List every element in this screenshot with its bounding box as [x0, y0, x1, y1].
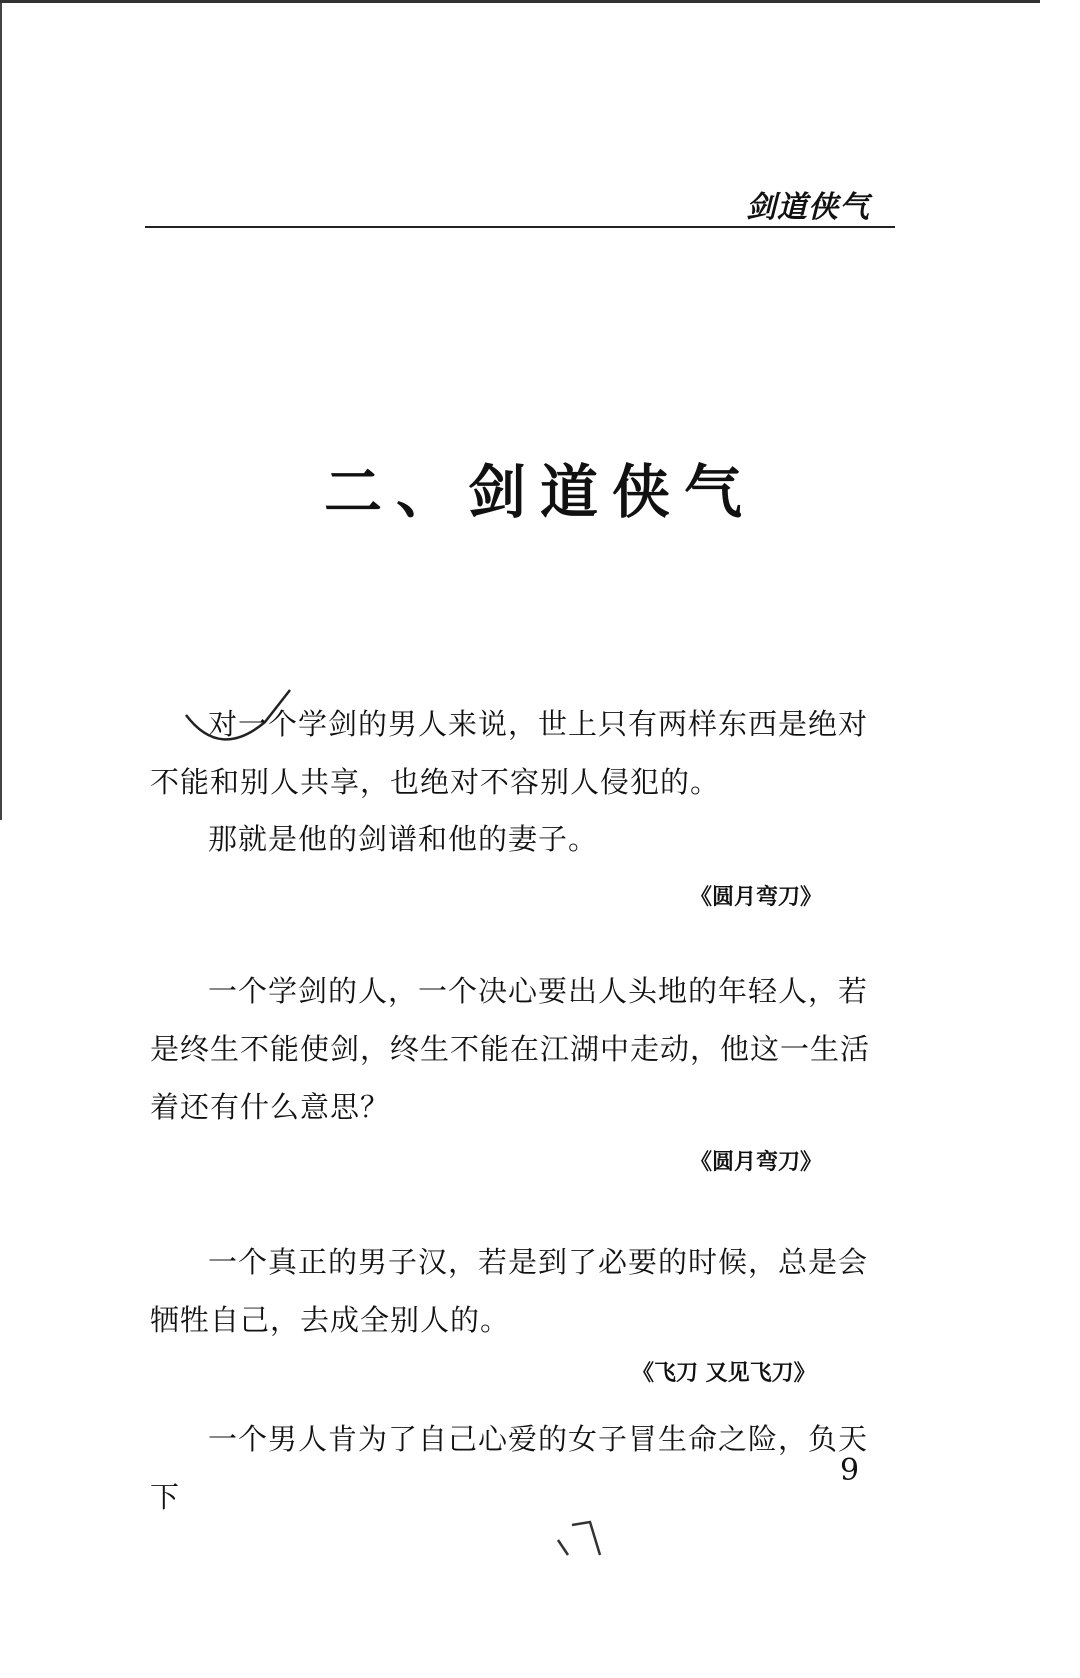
- source-citation-1: 《圆月弯刀》: [690, 885, 823, 910]
- paragraph-5: 一个男人肯为了自己心爱的女子冒生命之险，负天下: [150, 1422, 869, 1514]
- paragraph-4: 一个真正的男子汉，若是到了必要的时候，总是会牺牲自己，去成全别人的。: [150, 1245, 869, 1337]
- source-citation-2: 《圆月弯刀》: [690, 1150, 823, 1175]
- page-number: 9: [840, 1453, 860, 1488]
- paragraph-3: 一个学剑的人，一个决心要出人头地的年轻人，若是终生不能使剑，终生不能在江湖中走动，他这一生活着还有什么意思？: [150, 974, 871, 1124]
- scan-left-edge: [0, 0, 2, 820]
- paragraph-2: 那就是他的剑谱和他的妻子。: [208, 822, 599, 856]
- paragraph-1: 对一个学剑的男人来说，世上只有两样东西是绝对不能和别人共享，也绝对不容别人侵犯的。: [150, 707, 869, 799]
- scan-top-edge: [0, 0, 1040, 3]
- header-rule: [145, 226, 895, 228]
- chapter-title: 二、剑道侠气: [323, 458, 756, 526]
- running-header: 剑道侠气: [746, 190, 870, 225]
- pen-scribble-mark: [558, 1522, 600, 1555]
- source-citation-3: 《飞刀 又见飞刀》: [632, 1361, 816, 1386]
